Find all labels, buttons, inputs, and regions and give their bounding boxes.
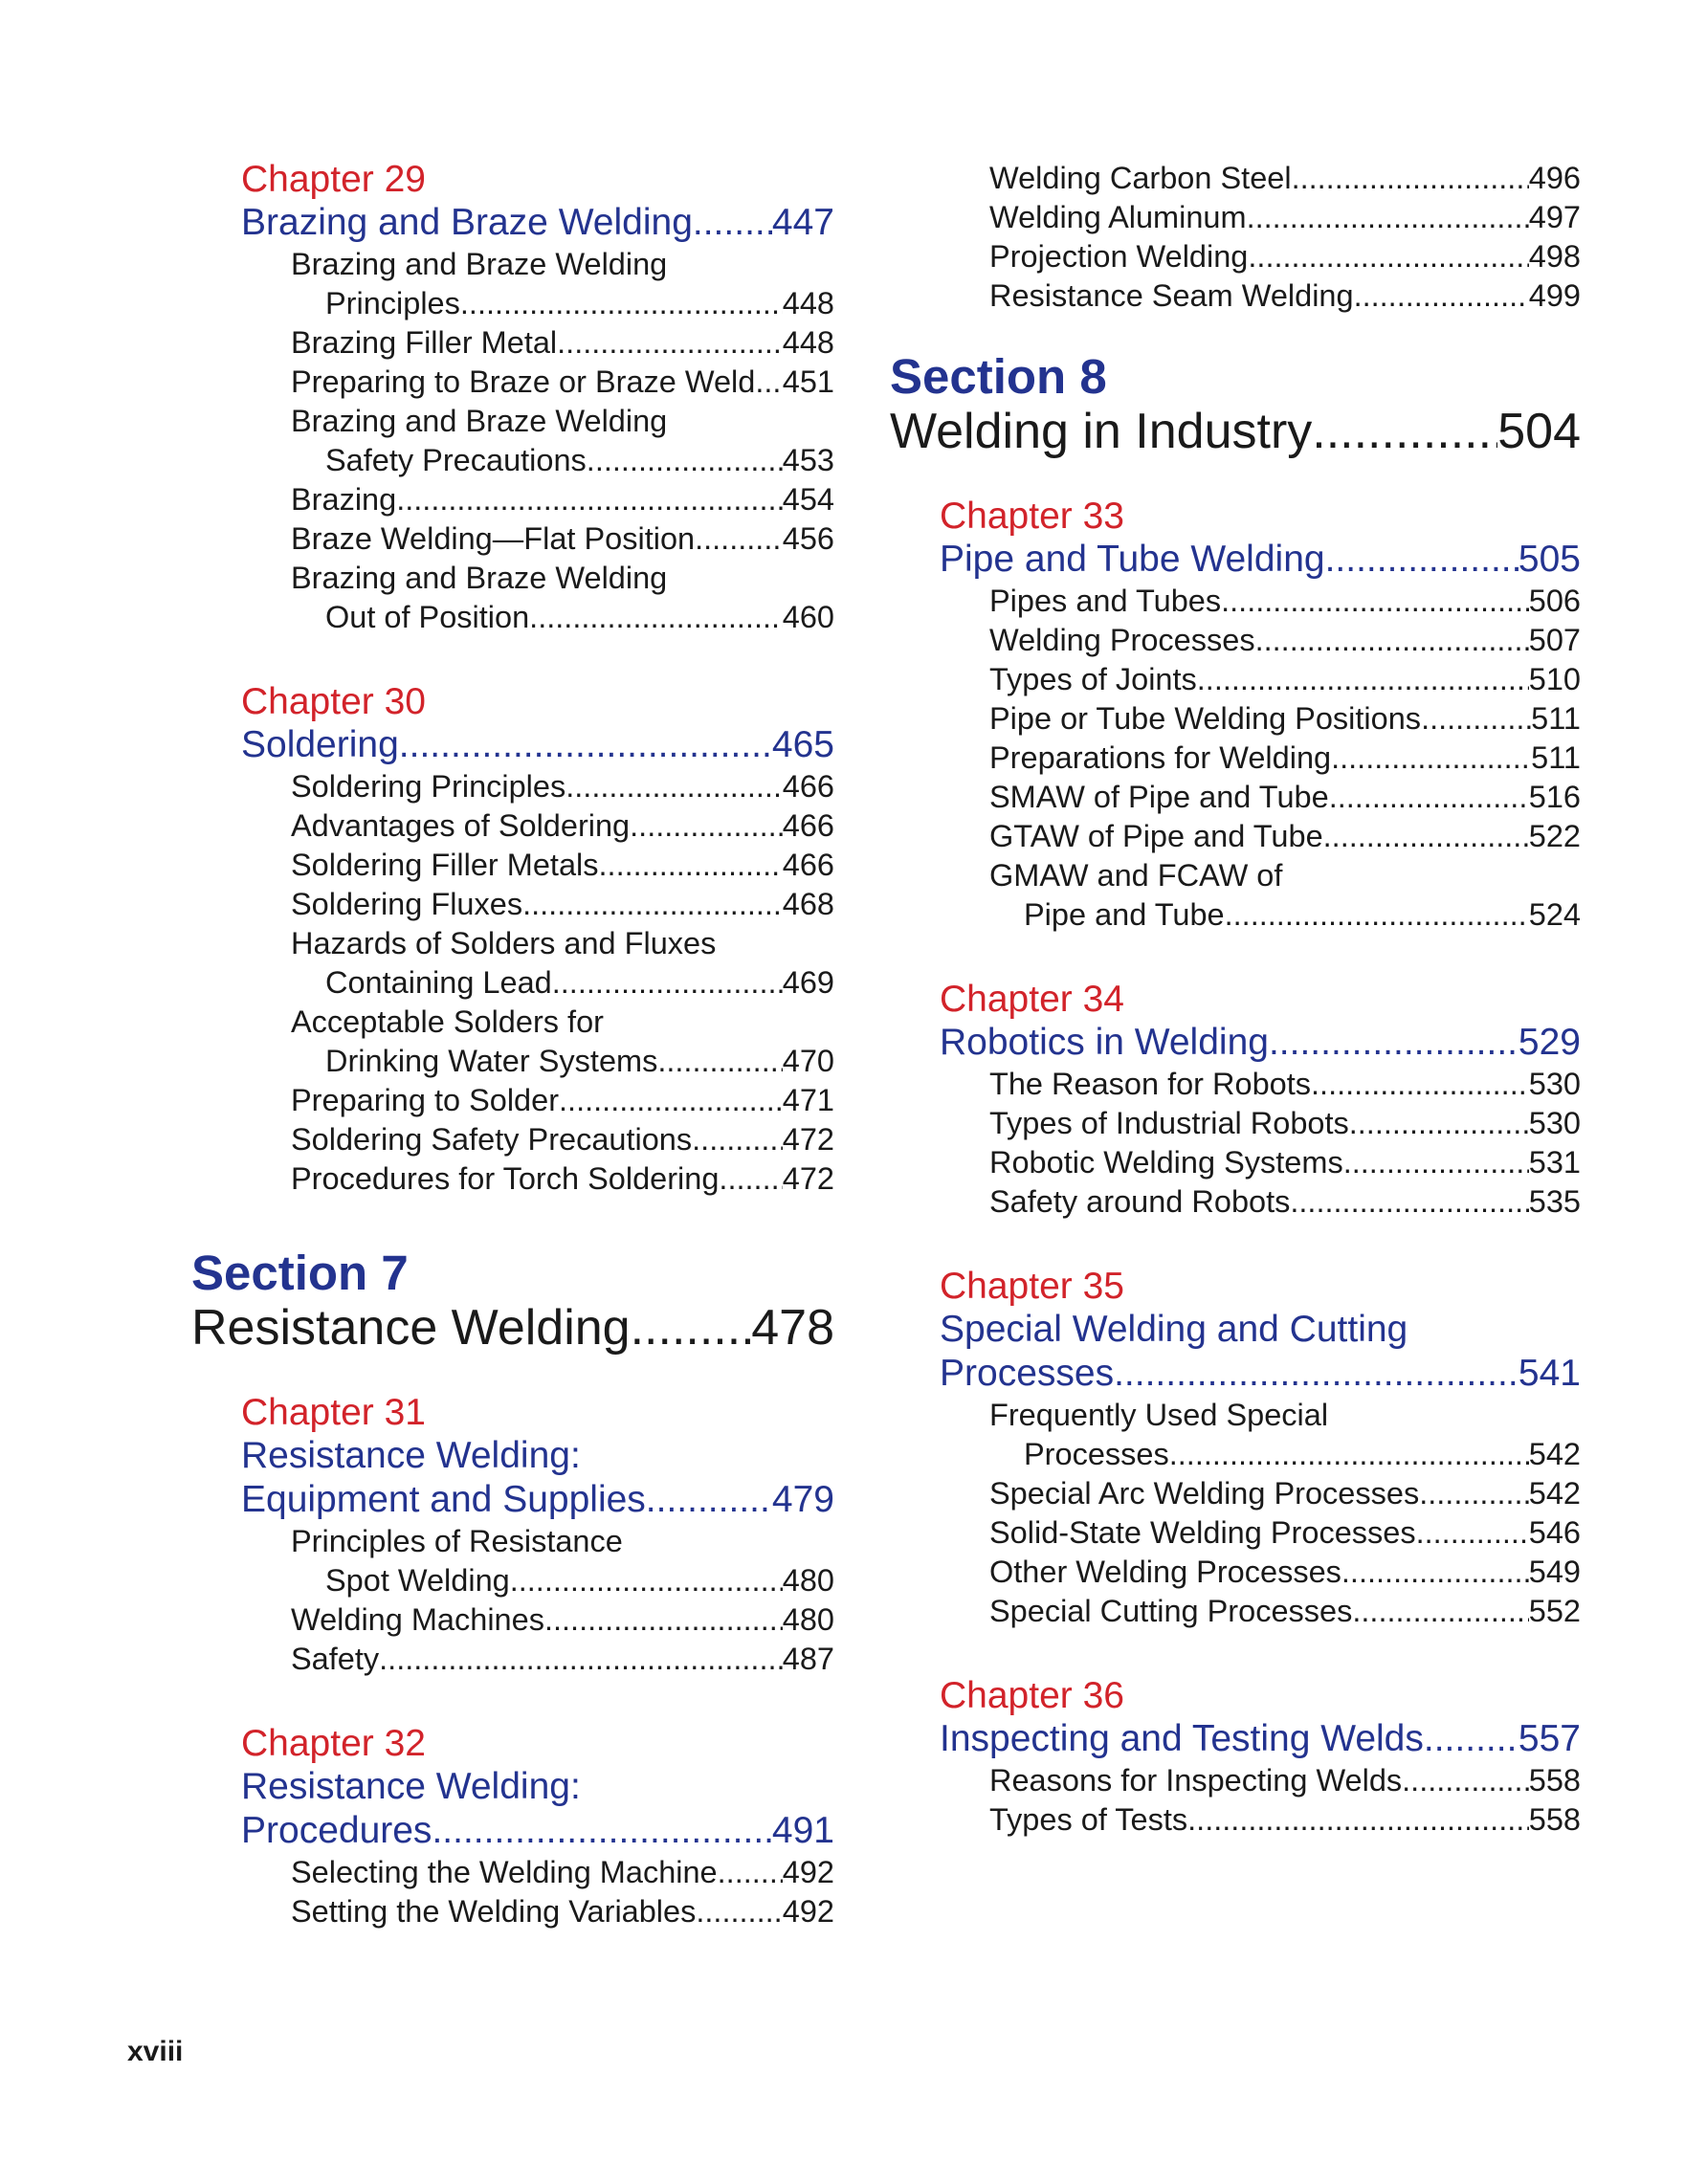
leader-dots <box>695 519 783 559</box>
toc-entry[interactable] <box>291 363 834 402</box>
toc-entry[interactable] <box>291 1522 834 1600</box>
entry-page: 506 <box>1528 584 1581 618</box>
leader-dots <box>1225 895 1529 935</box>
chapter-31 <box>241 1392 834 1679</box>
chapter-32-continued <box>940 159 1581 316</box>
chapter-page: 541 <box>1518 1353 1581 1394</box>
chapter-title: Brazing and Braze Welding <box>241 202 693 243</box>
leader-dots <box>1221 582 1529 621</box>
chapter-entries <box>291 1522 834 1679</box>
entry-page: 480 <box>782 1602 834 1637</box>
chapter-label: Chapter 32 <box>241 1723 426 1764</box>
toc-entry[interactable] <box>291 1081 834 1120</box>
chapter-page: 529 <box>1518 1022 1581 1063</box>
entry-text-line1: Brazing and Braze Welding <box>291 404 668 438</box>
toc-entry[interactable] <box>291 846 834 885</box>
entry-page: 531 <box>1528 1145 1581 1180</box>
chapter-title-link[interactable] <box>241 1765 834 1853</box>
toc-entry[interactable] <box>989 1396 1581 1474</box>
entry-page: 516 <box>1528 780 1581 814</box>
leader-dots <box>1343 1143 1529 1182</box>
chapter-entries <box>989 159 1581 316</box>
page-number: xviii <box>127 2036 184 2067</box>
leader-dots <box>630 806 783 846</box>
entry-text: Soldering Fluxes <box>291 887 523 921</box>
entry-page: 466 <box>782 808 834 843</box>
toc-entry[interactable] <box>989 856 1581 935</box>
toc-entry[interactable] <box>291 519 834 559</box>
leader-dots <box>587 441 783 480</box>
section-title-link[interactable] <box>191 1300 834 1356</box>
toc-entry[interactable] <box>989 699 1581 739</box>
chapter-entries <box>989 1065 1581 1222</box>
toc-entry[interactable] <box>291 245 834 323</box>
chapter-label: Chapter 35 <box>940 1266 1124 1307</box>
toc-entry[interactable] <box>989 1553 1581 1592</box>
toc-entry[interactable] <box>989 198 1581 237</box>
entry-text: Welding Carbon Steel <box>989 161 1292 195</box>
toc-entry[interactable] <box>989 817 1581 856</box>
toc-entry[interactable] <box>989 1104 1581 1143</box>
entry-text-line2: Spot Welding <box>325 1563 510 1598</box>
toc-entry[interactable] <box>989 621 1581 660</box>
toc-entry[interactable] <box>989 582 1581 621</box>
chapter-title-link[interactable] <box>241 1434 834 1522</box>
entry-page: 468 <box>782 887 834 921</box>
entry-page: 498 <box>1528 239 1581 274</box>
entry-text: Advantages of Soldering <box>291 808 631 843</box>
entry-text: SMAW of Pipe and Tube <box>989 780 1329 814</box>
chapter-30 <box>241 681 834 1199</box>
chapter-entries <box>291 245 834 637</box>
leader-dots <box>379 1640 783 1679</box>
entry-text-line2: Drinking Water Systems <box>325 1044 658 1078</box>
chapter-page: 447 <box>771 202 834 243</box>
entry-page: 511 <box>1531 740 1581 775</box>
section-label: Section 8 <box>890 349 1107 404</box>
leader-dots <box>692 1120 783 1159</box>
entry-text: Preparations for Welding <box>989 740 1332 775</box>
leader-dots <box>646 1478 772 1522</box>
toc-entry[interactable] <box>989 1182 1581 1222</box>
chapter-title-line2: Procedures <box>241 1810 432 1851</box>
leader-dots <box>1416 1513 1529 1553</box>
toc-entry[interactable] <box>989 1592 1581 1631</box>
entry-text: Setting the Welding Variables <box>291 1894 697 1929</box>
leader-dots <box>1331 739 1531 778</box>
leader-dots <box>1290 1182 1528 1222</box>
entry-text: Brazing <box>291 482 397 517</box>
leader-dots <box>1419 1474 1529 1513</box>
toc-entry[interactable] <box>291 1120 834 1159</box>
chapter-entries <box>291 1853 834 1931</box>
leader-dots <box>1247 198 1529 237</box>
entry-page: 496 <box>1528 161 1581 195</box>
leader-dots <box>522 885 783 924</box>
entry-text-line1: Brazing and Braze Welding <box>291 561 668 595</box>
leader-dots <box>1402 1761 1529 1800</box>
chapter-title-line2: Processes <box>940 1353 1115 1394</box>
chapter-title: Robotics in Welding <box>940 1022 1269 1063</box>
leader-dots <box>510 1561 783 1600</box>
leader-dots <box>1292 159 1529 198</box>
leader-dots <box>1341 1553 1529 1592</box>
leader-dots <box>1325 538 1519 582</box>
entry-page: 487 <box>782 1642 834 1676</box>
chapter-34 <box>940 979 1581 1222</box>
chapter-title-line2: Equipment and Supplies <box>241 1479 646 1520</box>
entry-page: 492 <box>782 1894 834 1929</box>
entry-page: 469 <box>782 965 834 1000</box>
entry-text-line2: Out of Position <box>325 600 530 634</box>
toc-entry[interactable] <box>291 1640 834 1679</box>
chapter-label: Chapter 30 <box>241 681 426 722</box>
toc-entry[interactable] <box>989 1513 1581 1553</box>
toc-entry[interactable] <box>291 767 834 806</box>
leader-dots <box>1255 621 1529 660</box>
chapter-page: 465 <box>771 724 834 765</box>
entry-text: Safety <box>291 1642 380 1676</box>
leader-dots <box>557 323 783 363</box>
entry-page: 466 <box>782 848 834 882</box>
toc-entry[interactable] <box>291 559 834 637</box>
chapter-title-line1: Resistance Welding: <box>241 1435 581 1476</box>
entry-text: Welding Machines <box>291 1602 544 1637</box>
entry-text-line2: Pipe and Tube <box>1024 897 1225 932</box>
entry-page: 522 <box>1528 819 1581 853</box>
entry-text: Braze Welding—Flat Position <box>291 521 696 556</box>
toc-entry[interactable] <box>291 924 834 1003</box>
leader-dots <box>1312 404 1497 459</box>
leader-dots <box>565 767 783 806</box>
toc-entry[interactable] <box>291 1600 834 1640</box>
entry-text: Solid-State Welding Processes <box>989 1515 1416 1550</box>
entry-page: 453 <box>782 443 834 477</box>
chapter-29 <box>241 159 834 637</box>
chapter-title-link[interactable] <box>940 1308 1581 1396</box>
entry-text: Preparing to Braze or Braze Weld <box>291 364 756 399</box>
leader-dots <box>1329 778 1529 817</box>
entry-page: 472 <box>782 1161 834 1196</box>
toc-entry[interactable] <box>291 480 834 519</box>
entry-page: 542 <box>1528 1476 1581 1511</box>
chapter-label: Chapter 29 <box>241 159 426 200</box>
toc-left-column <box>191 159 834 1931</box>
entry-page: 510 <box>1528 662 1581 696</box>
leader-dots <box>755 363 782 402</box>
entry-page: 558 <box>1528 1802 1581 1837</box>
chapter-label: Chapter 31 <box>241 1392 426 1433</box>
entry-page: 530 <box>1528 1106 1581 1140</box>
leader-dots <box>1421 699 1531 739</box>
chapter-label: Chapter 33 <box>940 496 1124 537</box>
leader-dots <box>544 1600 783 1640</box>
section-title: Resistance Welding <box>191 1300 631 1356</box>
chapter-title: Soldering <box>241 724 399 765</box>
toc-entry[interactable] <box>291 1892 834 1931</box>
entry-page: 549 <box>1528 1555 1581 1589</box>
entry-text: Resistance Seam Welding <box>989 278 1354 313</box>
chapter-title-link[interactable] <box>241 723 834 767</box>
chapter-title: Pipe and Tube Welding <box>940 539 1325 580</box>
entry-page: 507 <box>1528 623 1581 657</box>
section-title: Welding in Industry <box>890 404 1313 459</box>
entry-page: 448 <box>782 325 834 360</box>
chapter-entries <box>989 1761 1581 1840</box>
chapter-title-link[interactable] <box>940 538 1581 582</box>
entry-page: 535 <box>1528 1184 1581 1219</box>
leader-dots <box>718 1853 783 1892</box>
entry-page: 471 <box>782 1083 834 1117</box>
entry-text-line2: Containing Lead <box>325 965 552 1000</box>
leader-dots <box>696 1892 782 1931</box>
entry-page: 470 <box>782 1044 834 1078</box>
leader-dots <box>1354 276 1529 316</box>
entry-page: 497 <box>1528 200 1581 234</box>
entry-text: Types of Industrial Robots <box>989 1106 1349 1140</box>
entry-text: Projection Welding <box>989 239 1249 274</box>
chapter-title-link[interactable] <box>940 1717 1581 1761</box>
leader-dots <box>1248 237 1528 276</box>
entry-text-line2: Safety Precautions <box>325 443 587 477</box>
entry-text-line1: GMAW and FCAW of <box>989 858 1283 893</box>
entry-text: The Reason for Robots <box>989 1067 1312 1101</box>
chapter-label: Chapter 34 <box>940 979 1124 1020</box>
entry-text: Soldering Principles <box>291 769 566 804</box>
entry-page: 466 <box>782 769 834 804</box>
leader-dots <box>719 1159 782 1199</box>
entry-page: 530 <box>1528 1067 1581 1101</box>
entry-text-line2: Principles <box>325 286 460 320</box>
leader-dots <box>552 963 783 1003</box>
entry-text: Soldering Safety Precautions <box>291 1122 693 1157</box>
entry-text: Safety around Robots <box>989 1184 1291 1219</box>
chapter-title-line1: Special Welding and Cutting <box>940 1309 1408 1350</box>
leader-dots <box>1311 1065 1529 1104</box>
chapter-page: 491 <box>771 1810 834 1851</box>
leader-dots <box>631 1300 752 1356</box>
section-title-link[interactable] <box>890 404 1581 459</box>
leader-dots <box>599 846 783 885</box>
leader-dots <box>1269 1021 1519 1065</box>
entry-page: 492 <box>782 1855 834 1889</box>
leader-dots <box>432 1809 771 1853</box>
entry-text: Welding Aluminum <box>989 200 1247 234</box>
toc-entry[interactable] <box>989 1065 1581 1104</box>
entry-text-line1: Principles of Resistance <box>291 1524 623 1558</box>
entry-text: Pipe or Tube Welding Positions <box>989 701 1422 736</box>
chapter-33 <box>940 496 1581 935</box>
leader-dots <box>1169 1435 1529 1474</box>
leader-dots <box>1197 660 1529 699</box>
chapter-entries <box>291 767 834 1199</box>
toc-entry[interactable] <box>989 660 1581 699</box>
leader-dots <box>1114 1352 1519 1396</box>
chapter-title-line1: Resistance Welding: <box>241 1766 581 1807</box>
entry-page: 524 <box>1528 897 1581 932</box>
entry-text-line2: Processes <box>1024 1437 1169 1471</box>
chapter-page: 557 <box>1518 1718 1581 1759</box>
chapter-title: Inspecting and Testing Welds <box>940 1718 1424 1759</box>
section-8 <box>890 350 1581 459</box>
leader-dots <box>399 723 772 767</box>
entry-text: Types of Tests <box>989 1802 1188 1837</box>
leader-dots <box>693 201 772 245</box>
toc-entry[interactable] <box>989 159 1581 198</box>
toc-entry[interactable] <box>291 885 834 924</box>
toc-entry[interactable] <box>291 1159 834 1199</box>
entry-page: 499 <box>1528 278 1581 313</box>
entry-text: Procedures for Torch Soldering <box>291 1161 720 1196</box>
toc-entry[interactable] <box>989 237 1581 276</box>
entry-text-line1: Brazing and Braze Welding <box>291 247 668 281</box>
entry-page: 480 <box>782 1563 834 1598</box>
chapter-36 <box>940 1675 1581 1840</box>
toc-entry[interactable] <box>989 1474 1581 1513</box>
entry-page: 546 <box>1528 1515 1581 1550</box>
toc-entry[interactable] <box>291 1853 834 1892</box>
entry-text: Preparing to Solder <box>291 1083 560 1117</box>
toc-entry[interactable] <box>989 1143 1581 1182</box>
toc-entry[interactable] <box>989 739 1581 778</box>
entry-page: 448 <box>782 286 834 320</box>
toc-entry[interactable] <box>291 402 834 480</box>
toc-entry[interactable] <box>989 1800 1581 1840</box>
leader-dots <box>1424 1717 1519 1761</box>
entry-text: Robotic Welding Systems <box>989 1145 1343 1180</box>
entry-text-line1: Acceptable Solders for <box>291 1004 604 1039</box>
entry-page: 460 <box>782 600 834 634</box>
toc-entry[interactable] <box>989 778 1581 817</box>
toc-right-column <box>890 159 1581 1840</box>
entry-text: Other Welding Processes <box>989 1555 1341 1589</box>
chapter-35 <box>940 1266 1581 1631</box>
toc-entry[interactable] <box>291 806 834 846</box>
chapter-page: 505 <box>1518 539 1581 580</box>
chapter-page: 479 <box>771 1479 834 1520</box>
entry-page: 451 <box>782 364 834 399</box>
toc-entry[interactable] <box>291 323 834 363</box>
section-page: 478 <box>751 1300 834 1356</box>
entry-text: Special Arc Welding Processes <box>989 1476 1420 1511</box>
entry-text: Special Cutting Processes <box>989 1594 1353 1628</box>
section-label: Section 7 <box>191 1246 409 1300</box>
leader-dots <box>657 1042 782 1081</box>
entry-page: 558 <box>1528 1763 1581 1798</box>
entry-page: 542 <box>1528 1437 1581 1471</box>
toc-entry[interactable] <box>989 1761 1581 1800</box>
chapter-title-link[interactable] <box>940 1021 1581 1065</box>
chapter-entries <box>989 1396 1581 1631</box>
entry-page: 454 <box>782 482 834 517</box>
leader-dots <box>396 480 783 519</box>
entry-page: 456 <box>782 521 834 556</box>
entry-text-line1: Hazards of Solders and Fluxes <box>291 926 717 960</box>
leader-dots <box>1187 1800 1529 1840</box>
section-7 <box>191 1246 834 1356</box>
entry-text: Selecting the Welding Machine <box>291 1855 718 1889</box>
leader-dots <box>1352 1592 1528 1631</box>
toc-entry[interactable] <box>989 276 1581 316</box>
leader-dots <box>529 598 783 637</box>
chapter-label: Chapter 36 <box>940 1675 1124 1716</box>
entry-text: Reasons for Inspecting Welds <box>989 1763 1403 1798</box>
toc-entry[interactable] <box>291 1003 834 1081</box>
entry-text: Pipes and Tubes <box>989 584 1222 618</box>
entry-text: Types of Joints <box>989 662 1197 696</box>
entry-page: 472 <box>782 1122 834 1157</box>
entry-text: Welding Processes <box>989 623 1255 657</box>
entry-text: Brazing Filler Metal <box>291 325 558 360</box>
chapter-title-link[interactable] <box>241 201 834 245</box>
entry-page: 552 <box>1528 1594 1581 1628</box>
leader-dots <box>1323 817 1529 856</box>
entry-text: GTAW of Pipe and Tube <box>989 819 1323 853</box>
entry-text: Soldering Filler Metals <box>291 848 599 882</box>
leader-dots <box>460 284 783 323</box>
leader-dots <box>1349 1104 1529 1143</box>
entry-page: 511 <box>1531 701 1581 736</box>
entry-text-line1: Frequently Used Special <box>989 1398 1329 1432</box>
section-page: 504 <box>1497 404 1581 459</box>
chapter-entries <box>989 582 1581 935</box>
leader-dots <box>559 1081 783 1120</box>
chapter-32 <box>241 1723 834 1931</box>
